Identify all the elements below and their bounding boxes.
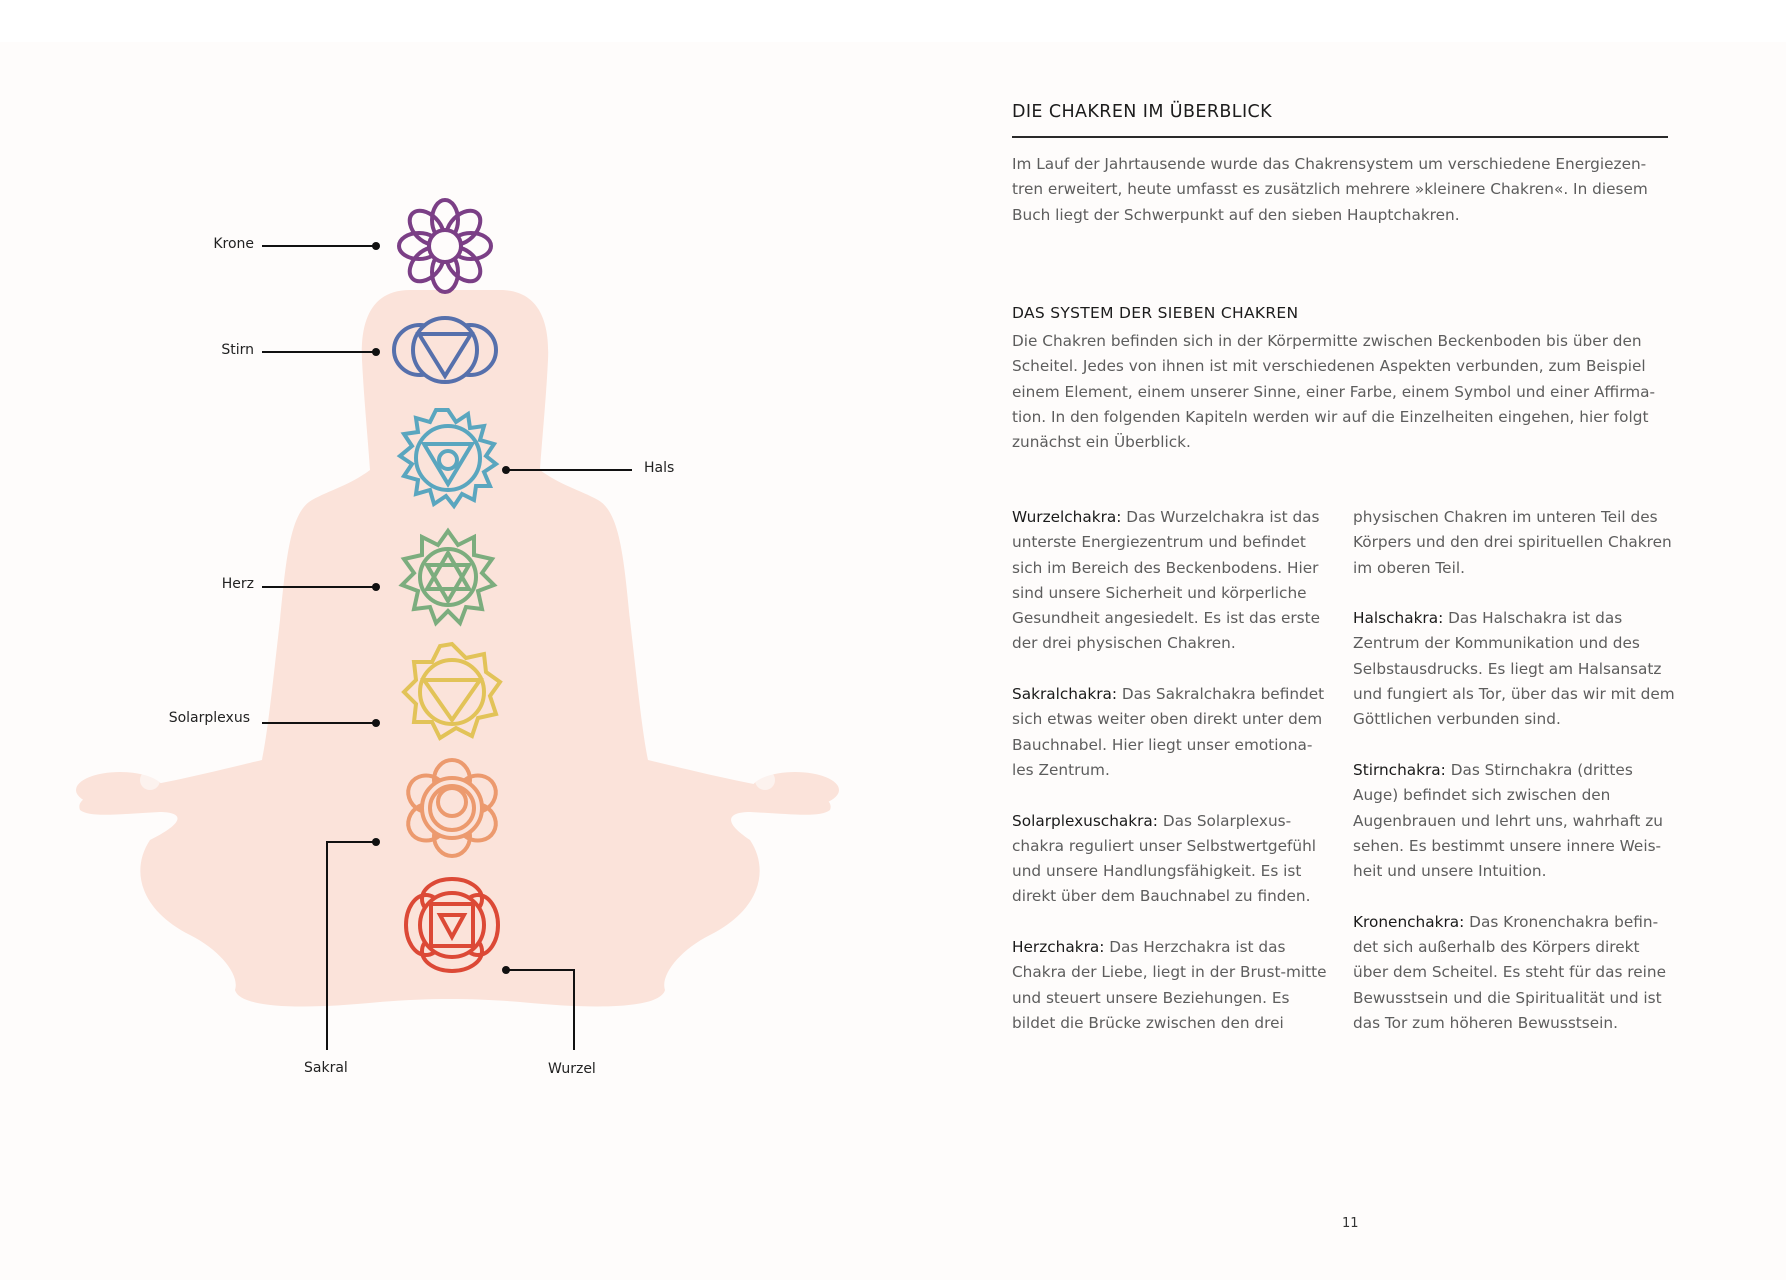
chakra-column-right <box>1353 505 1675 1062</box>
chakra-entry: Solarplexuschakra: Das Solarplexus-chakra reguliert unser Selbstwertgefühl und unsere Handlungsfähigkeit. Es ist direkt über dem Bauchnabel zu finden. <box>1012 811 1317 906</box>
label-wurzel: Wurzel <box>548 1061 596 1077</box>
chakra-entry: Stirnchakra: Das Stirnchakra (drittes Auge) befindet sich zwischen den Augenbrauen und lehrt uns, wahrhaft zu sehen. Es bestimmt unsere innere Weis-heit und unsere Intuition. <box>1353 760 1663 881</box>
chakra-entry: Halschakra: Das Halschakra ist das Zentrum der Kommunikation und des Selbstausdrucks. Es liegt am Halsansatz und fungiert als Tor, über das wir mit dem Göttlichen verbunden sind. <box>1353 609 1675 729</box>
label-sakral: Sakral <box>304 1060 348 1076</box>
intro-paragraph: Im Lauf der Jahrtausende wurde das Chakrensystem um verschiedene Energiezen-tren erweitert, heute umfasst es zusätzlich mehrere »kleinere Chakren«. In diesem Buch liegt der Schwerpunkt auf den sieben Hauptchakren. <box>1012 155 1648 224</box>
chakra-entry: Sakralchakra: Das Sakralchakra befindet sich etwas weiter oben direkt unter dem Bauchnabel. Hier liegt unser emotiona-les Zentrum. <box>1012 685 1325 779</box>
label-solarplexus: Solarplexus <box>168 710 250 726</box>
solarplexus-dot <box>372 719 380 727</box>
system-paragraph: Die Chakren befinden sich in der Körpermitte zwischen Beckenboden bis über den Scheitel. Jedes von ihnen ist mit verschiedenen Aspekten verbunden, zum Beispiel einem Element, einem unserer Sinne, einer Farbe, einem Symbol und einer Affirma-tion. In den folgenden Kapiteln werden wir auf die Einzelheiten eingehen, hier folgt zunächst ein Überblick. <box>1012 332 1656 452</box>
wurzel-dot <box>502 966 510 974</box>
chakra-column-left <box>1012 505 1334 1062</box>
herz-dot <box>372 583 380 591</box>
label-krone: Krone <box>213 236 254 252</box>
chakra-entry: physischen Chakren im unteren Teil des Körpers und den drei spirituellen Chakren im oberen Teil. <box>1353 508 1672 577</box>
hals-dot <box>502 466 510 474</box>
krone-dot <box>372 242 380 250</box>
chakra-entry: Herzchakra: Das Herzchakra ist das Chakra der Liebe, liegt in der Brust-mitte und steuert unsere Beziehungen. Es bildet die Brücke zwischen den drei <box>1012 938 1327 1032</box>
system-subheading: DAS SYSTEM DER SIEBEN CHAKREN <box>1012 304 1299 322</box>
label-stirn: Stirn <box>221 342 254 358</box>
heading-rule <box>1012 136 1668 138</box>
sakral-dot <box>372 838 380 846</box>
krone-chakra-icon <box>399 200 491 292</box>
page-number: 11 <box>1342 1216 1359 1231</box>
label-herz: Herz <box>221 576 254 592</box>
chakra-entry: Wurzelchakra: Das Wurzelchakra ist das unterste Energiezentrum und befindet sich im Bereich des Beckenbodens. Hier sind unsere Sicherheit und körperliche Gesundheit angesiedelt. Es ist das erste der drei physischen Chakren. <box>1012 508 1321 653</box>
stirn-dot <box>372 348 380 356</box>
page-heading: DIE CHAKREN IM ÜBERBLICK <box>1012 102 1273 122</box>
chakra-entry: Kronenchakra: Das Kronenchakra befin-det sich außerhalb des Körpers direkt über dem Scheitel. Es steht für das reine Bewusstsein und die Spiritualität und ist das Tor zum höheren Bewusstsein. <box>1353 912 1667 1032</box>
label-hals: Hals <box>644 460 675 476</box>
